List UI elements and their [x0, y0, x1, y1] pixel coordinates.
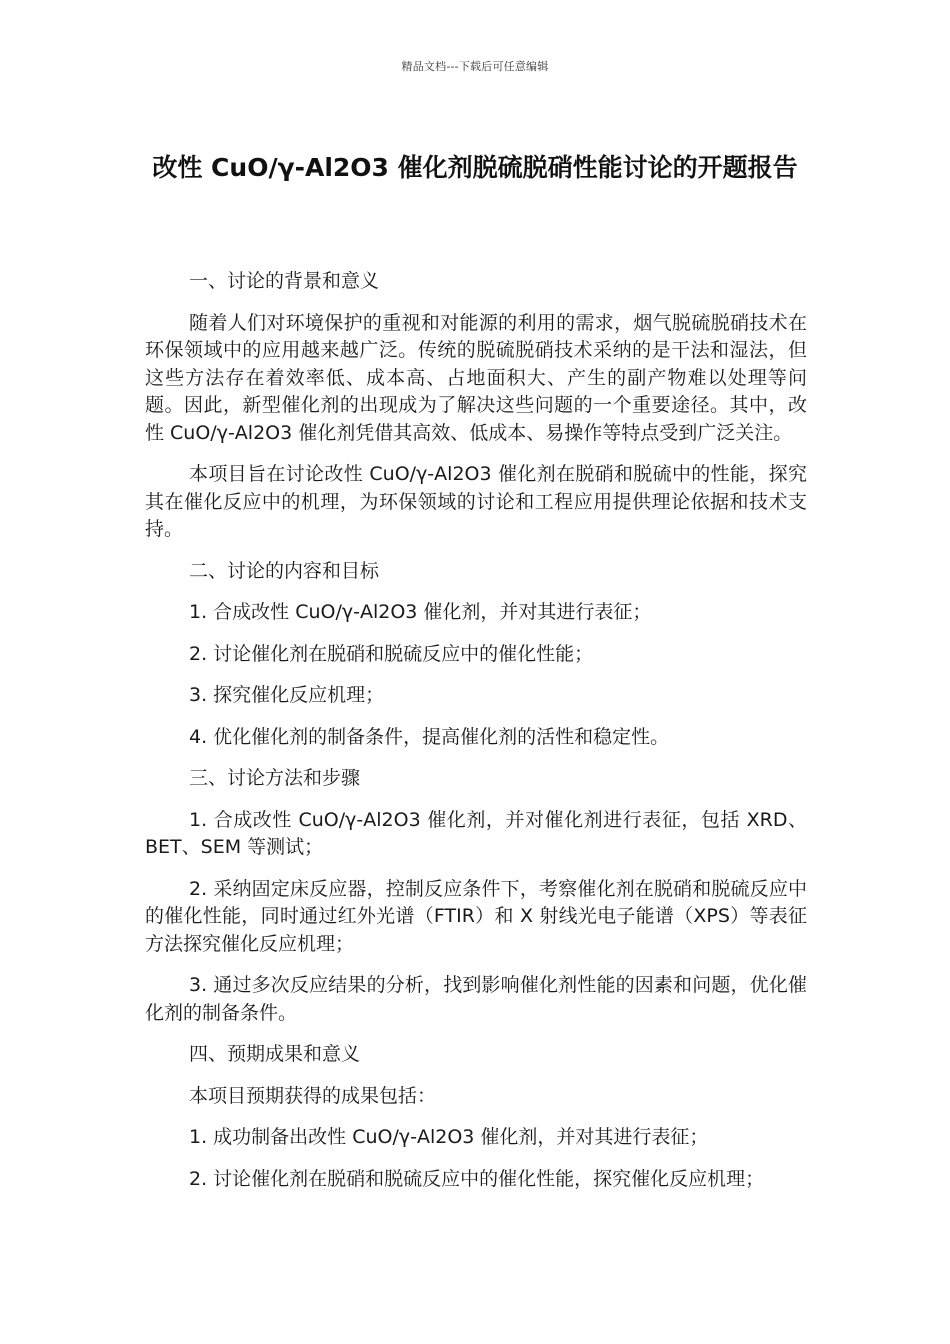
- header-note: 精品文档---下载后可任意编辑: [401, 60, 549, 73]
- section-heading-methods: 三、讨论方法和步骤: [189, 767, 361, 789]
- section-heading-outcomes: 四、预期成果和意义: [189, 1043, 361, 1065]
- list-item: 2. 讨论催化剂在脱硝和脱硫反应中的催化性能，探究催化反应机理；: [189, 1167, 765, 1190]
- list-item: 1. 合成改性 CuO/γ-Al2O3 催化剂，并对其进行表征；: [189, 601, 652, 623]
- list-item: 3. 通过多次反应结果的分析，找到影响催化剂性能的因素和问题，优化催化剂的制备条件。: [145, 974, 807, 1024]
- list-item: 1. 成功制备出改性 CuO/γ-Al2O3 催化剂，并对其进行表征；: [189, 1126, 709, 1148]
- list-item: 2. 讨论催化剂在脱硝和脱硫反应中的催化性能；: [189, 642, 594, 665]
- page-title: 改性 CuO/γ-Al2O3 催化剂脱硫脱硝性能讨论的开题报告: [152, 153, 798, 182]
- document-body: [145, 268, 807, 1207]
- section-heading-content: 二、讨论的内容和目标: [189, 559, 380, 582]
- paragraph-background: 随着人们对环境保护的重视和对能源的利用的需求，烟气脱硫脱硝技术在环保领域中的应用越来越广泛。传统的脱硫脱硝技术采纳的是干法和湿法，但这些方法存在着效率低、成本高、占地面积大、产生的副产物难以处理等问题。因此，新型催化剂的出现成为了解决这些问题的一个重要途径。其中，改性 CuO/γ-Al2O3 催化剂凭借其高效、低成本、易操作等特点受到广泛关注。: [145, 311, 807, 444]
- list-item: 2. 采纳固定床反应器，控制反应条件下，考察催化剂在脱硝和脱硫反应中的催化性能，同时通过红外光谱（FTIR）和 X 射线光电子能谱（XPS）等表征方法探究催化反应机理；: [145, 877, 807, 955]
- paragraph-outcomes-intro: 本项目预期获得的成果包括：: [189, 1084, 437, 1107]
- list-item: 1. 合成改性 CuO/γ-Al2O3 催化剂，并对催化剂进行表征，包括 XRD、BET、SEM 等测试；: [145, 808, 807, 858]
- list-item: 3. 探究催化反应机理；: [189, 684, 385, 706]
- paragraph-purpose: 本项目旨在讨论改性 CuO/γ-Al2O3 催化剂在脱硝和脱硫中的性能，探究其在催化反应中的机理，为环保领域的讨论和工程应用提供理论依据和技术支持。: [145, 463, 807, 540]
- section-heading-background: 一、讨论的背景和意义: [189, 270, 380, 292]
- list-item: 4. 优化催化剂的制备条件，提高催化剂的活性和稳定性。: [189, 725, 670, 748]
